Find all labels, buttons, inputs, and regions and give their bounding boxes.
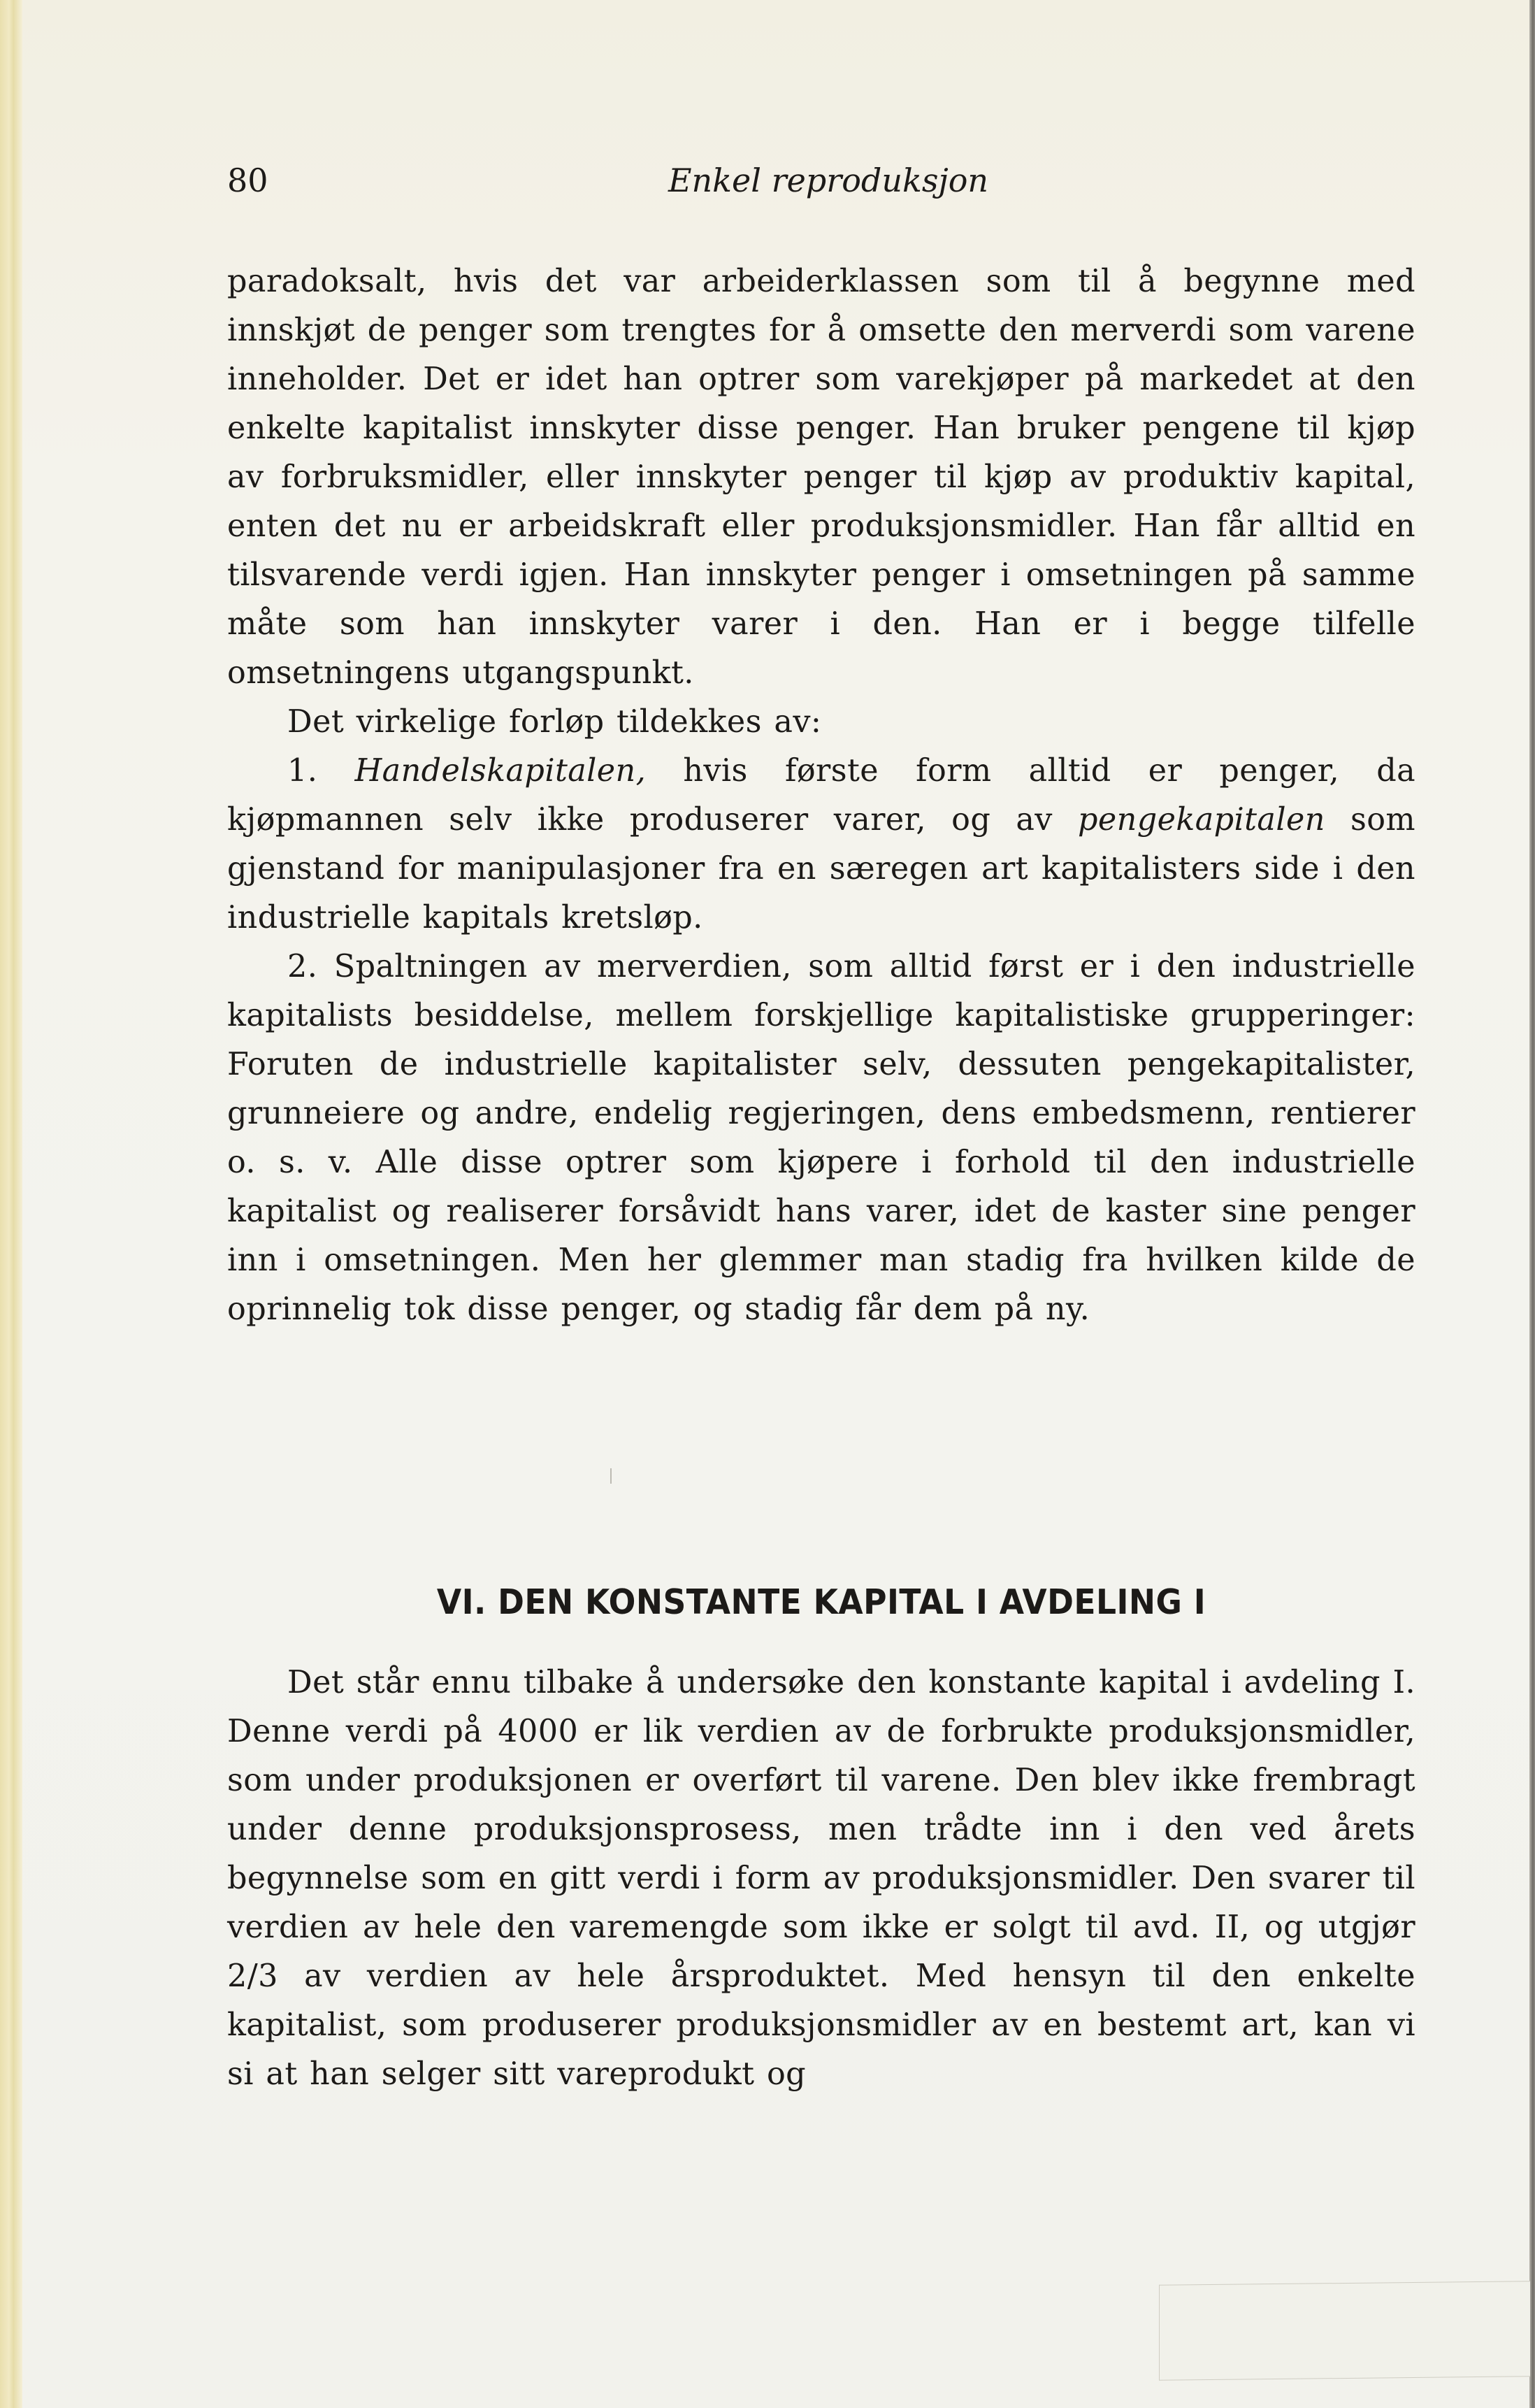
body-text-before-section — [227, 257, 1415, 1334]
italic-term: Handelskapitalen, — [354, 753, 647, 789]
section-heading: VI. DEN KONSTANTE KAPITAL I AVDELING I — [436, 1582, 1206, 1622]
running-head — [227, 159, 1415, 201]
item-text: som gjenstand for manipulasjoner fra en særegen art kapitalisters side i den industrielle kapitals kretsløp. — [227, 802, 1415, 936]
print-mark — [610, 1468, 612, 1484]
page-right-edge — [1529, 0, 1535, 2408]
page-left-edge — [0, 0, 22, 2408]
paragraph-intro: Det virkelige forløp tildekkes av: — [287, 704, 822, 740]
tape-label — [1159, 2281, 1530, 2381]
item-number: 1. — [287, 753, 318, 789]
paragraph-item-1 — [227, 747, 1415, 943]
section-body-text — [227, 1658, 1415, 2099]
paragraph-item-2 — [227, 943, 1415, 1334]
page-number: 80 — [227, 162, 268, 199]
running-title: Enkel reproduksjon — [668, 162, 989, 199]
section-paragraph: Det står ennu tilbake å undersøke den konstante kapital i avdeling I. Denne verdi på 4000 er lik verdien av de forbrukte produksjonsmidler, som under produksjonen er overført til varene. Den blev ikke frembragt under denne produksjonsprosess, men trådte inn i den ved årets begynnelse som en gitt verdi i form av produksjonsmidler. Den svarer til verdien av hele den varemengde som ikke er solgt til avd. II, og utgjør 2/3 av verdien av hele årsproduktet. Med hensyn til den enkelte kapitalist, som produserer produksjonsmidler av en bestemt art, kan vi si at han selger sitt vareprodukt og — [227, 1665, 1415, 2092]
item-text: hvis første form alltid er penger, da kjøpmannen selv ikke produserer varer, og av — [227, 753, 1416, 838]
italic-term: pengekapitalen — [1078, 802, 1325, 838]
paragraph-continuation: paradoksalt, hvis det var arbeiderklassen som til å begynne med innskjøt de penger som trengtes for å omsette den merverdi som varene inneholder. Det er idet han optrer som varekjøper på markedet at den enkelte kapitalist innskyter disse penger. Han bruker pengene til kjøp av forbruksmidler, eller innskyter penger til kjøp av produktiv kapital, enten det nu er arbeidskraft eller produksjonsmidler. Han får alltid en tilsvarende verdi igjen. Han innskyter penger i omsetningen på samme måte som han innskyter varer i den. Han er i begge tilfelle omsetningens utgangspunkt. — [227, 264, 1415, 691]
item-text: Spaltningen av merverdien, som alltid først er i den industrielle kapitalists besiddelse, mellem forskjellige kapitalistiske grupperinger: Foruten de industrielle kapitalister selv, dessuten pengekapitalister, grunneiere og andre, endelig regjeringen, dens embedsmenn, rentierer o. s. v. Alle disse optrer som kjøpere i forhold til den industrielle kapitalist og realiserer forsåvidt hans varer, idet de kaster sine penger inn i omsetningen. Men her glemmer man stadig fra hvilken kilde de oprinnelig tok disse penger, og stadig får dem på ny. — [227, 949, 1415, 1327]
item-number: 2. — [287, 949, 318, 984]
